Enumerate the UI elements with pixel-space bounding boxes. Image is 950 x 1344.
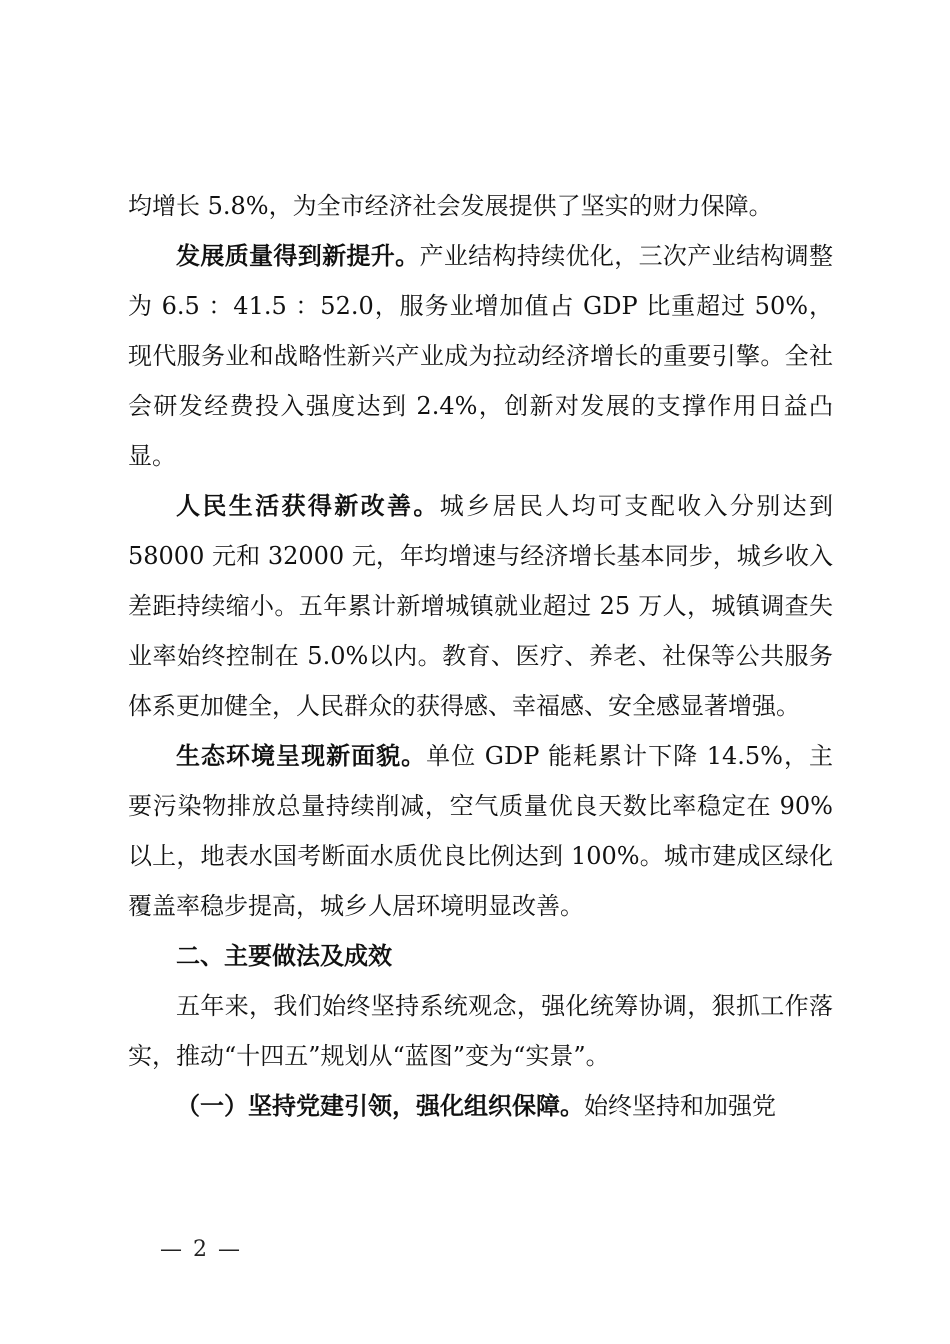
paragraph-text: 城乡居民人均可支配收入分别达到 58000 元和 32000 元，年均增速与经济增长基本同步，城乡收入差距持续缩小。五年累计新增城镇就业超过 25 万人，城镇调查失业率始终控制在 5.0%以内。教育、医疗、养老、社保等公共服务体系更加健全，人民群众的获得感、幸福感、安全感显著增强。 xyxy=(128,492,833,720)
paragraph-people-livelihood xyxy=(128,481,833,731)
paragraph-text: 单位 GDP 能耗累计下降 14.5%，主要污染物排放总量持续削减，空气质量优良天数比率稳定在 90%以上，地表水国考断面水质优良比例达到 100%。城市建成区绿化覆盖率稳步提高，城乡人居环境明显改善。 xyxy=(128,742,833,920)
paragraph-subsection-party xyxy=(128,1081,833,1131)
page-number: — 2 — xyxy=(160,1237,242,1262)
paragraph-ecology xyxy=(128,731,833,931)
paragraph-text: 始终坚持和加强党 xyxy=(584,1092,776,1120)
paragraph-lead: 发展质量得到新提升。 xyxy=(176,241,420,270)
paragraph-lead: 生态环境呈现新面貌。 xyxy=(176,741,427,770)
subsection-lead: （一）坚持党建引领，强化组织保障。 xyxy=(176,1091,584,1120)
document-body xyxy=(128,181,833,1131)
paragraph-text: 产业结构持续优化，三次产业结构调整为 6.5 ：41.5 ：52.0，服务业增加值占 GDP 比重超过 50%，现代服务业和战略性新兴产业成为拉动经济增长的重要引擎。全社会研发经费投入强度达到 2.4%，创新对发展的支撑作用日益凸显。 xyxy=(128,242,834,470)
paragraph-text: 均增长 5.8%，为全市经济社会发展提供了坚实的财力保障。 xyxy=(128,192,773,220)
paragraph-intro: 五年来，我们始终坚持系统观念，强化统筹协调，狠抓工作落实，推动“十四五”规划从“蓝图”变为“实景”。 xyxy=(128,992,833,1070)
paragraph-development-quality xyxy=(128,231,833,481)
paragraph-lead: 人民生活获得新改善。 xyxy=(176,491,440,520)
section-heading: 二、主要做法及成效 xyxy=(176,941,392,970)
paragraph-continuation xyxy=(128,181,833,231)
